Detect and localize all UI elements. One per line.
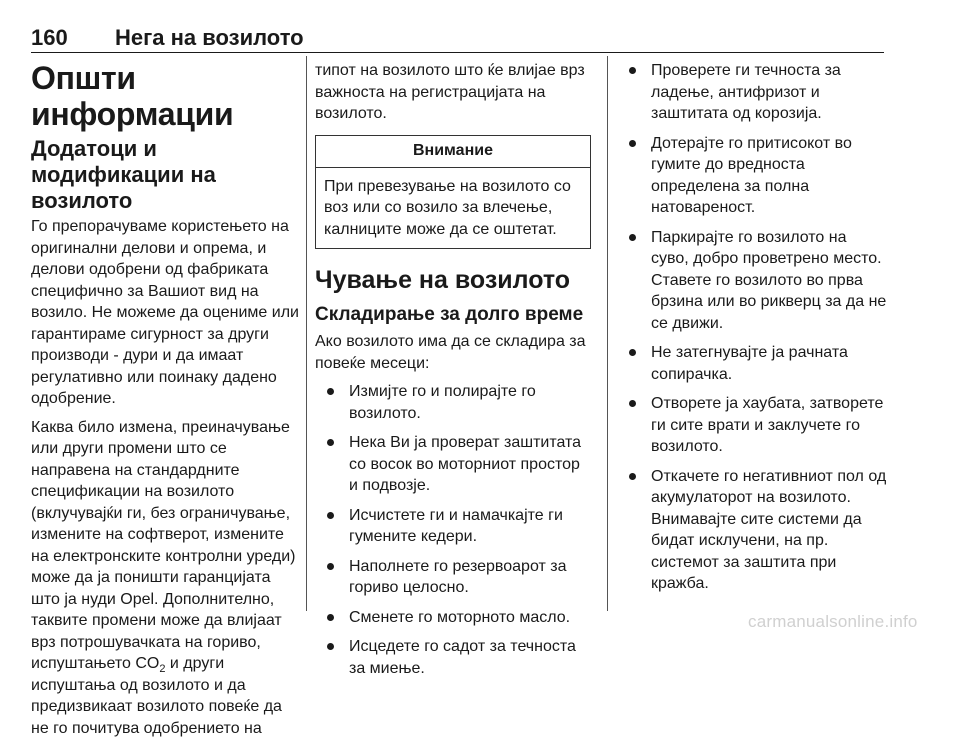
list-item-text: Исчистете ги и намачкајте ги гумените кедери. — [349, 506, 563, 545]
list-item-text: Нека Ви ја проверат заштитата со восок во моторниот простор и подвозје. — [349, 434, 582, 494]
column-2 — [315, 60, 591, 687]
bullet-icon — [327, 643, 334, 650]
list-item — [315, 381, 591, 424]
list-item-text: Откачете го негативниот пол од акумулаторот на возилото. Внимавајте сите системи да бидат исклучени, на пр. системот за заштита при кражба. — [651, 467, 887, 592]
bullet-icon — [327, 439, 334, 446]
list-item — [621, 133, 887, 219]
list-item-text: Наполнете го резервоарот за гориво целосно. — [349, 557, 567, 596]
co2-subscript: 2 — [159, 663, 166, 676]
paragraph-original-parts: Го препорачуваме користењето на оригинални делови и опрема, и делови одобрени од фабриката специфично за Вашиот вид на возило. Не можеме да оцениме или гарантираме сигурност за други производи - дури и да имаат регулативно или поинаку дадено одобрение. — [31, 218, 299, 407]
list-item-text: Дотерајте го притисокот во гумите до вредноста определена за полна натовареност. — [651, 134, 852, 216]
list-item — [315, 607, 591, 629]
list-item-text: Проверете ги течноста за ладење, антифризот и заштитата од корозија. — [651, 62, 841, 122]
section-title-general: Општи информации — [31, 60, 234, 132]
watermark: carmanualsonline.info — [748, 612, 918, 631]
bullet-icon — [327, 614, 334, 621]
bullet-icon — [629, 400, 636, 407]
bullet-icon — [629, 473, 636, 480]
list-item-text: Паркирајте го возилото на суво, добро проветрено место. Ставете го возилото во прва брзина или во рикверц за да не се движи. — [651, 228, 887, 332]
paragraph-continuation: типот на возилото што ќе влијае врз важноста на регистрацијата на возилото. — [315, 62, 585, 122]
storage-list-2 — [621, 60, 887, 595]
column-3 — [621, 60, 887, 603]
bullet-icon — [327, 512, 334, 519]
list-item-text: Сменете го моторното масло. — [349, 608, 571, 626]
bullet-icon — [327, 563, 334, 570]
list-item — [621, 60, 887, 125]
caution-heading: Внимание — [316, 136, 590, 168]
list-item — [315, 432, 591, 497]
storage-intro: Ако возилото има да се складира за повеќе месеци: — [315, 333, 586, 372]
list-item — [315, 556, 591, 599]
paragraph-modifications — [31, 417, 303, 740]
list-item-text: Исцедете го садот за течноста за миење. — [349, 638, 576, 677]
storage-list-1 — [315, 381, 591, 679]
column-divider-2 — [607, 56, 608, 611]
bullet-icon — [629, 67, 636, 74]
column-1 — [31, 60, 303, 746]
page-number: 160 — [31, 25, 68, 50]
list-item-text: Отворете ја хаубата, затворете ги сите врати и заклучете го возилото. — [651, 395, 884, 455]
page-header — [31, 26, 884, 53]
list-item — [621, 342, 887, 385]
list-item-text: Измијте го и полирајте го возилото. — [349, 383, 536, 422]
list-item — [621, 466, 887, 595]
bullet-icon — [629, 140, 636, 147]
caution-body: При превезување на возилото со воз или со возило за влечење, калниците може да се оштетат. — [324, 177, 571, 238]
paragraph-modifications-text1: Каква било измена, преиначување или други промени што се направена на стандардните спецификации на возилото (вклучувајќи ги, без ограничување, измените на софтверот, измените на електронските контролни уреди) може да ја поништи гаранцијата што ја нуди Opel. Дополнително, таквите промени може да влијаат врз потрошувачката на гориво, испуштањето CO — [31, 418, 296, 672]
subsection-title-long-term: Складирање за долго време — [315, 304, 584, 325]
list-item — [621, 393, 887, 458]
column-divider-1 — [306, 56, 307, 611]
list-item — [621, 227, 887, 335]
paragraph-modifications-text2: и други испуштања од возилото и да предизвикаат возилото повеќе да не го почитува одобрението на — [31, 655, 282, 737]
list-item-text: Не затегнувајте ја рачната сопирачка. — [651, 344, 848, 383]
list-item — [315, 505, 591, 548]
section-title-storage: Чување на возилото — [315, 266, 571, 294]
subsection-title-accessories: Додатоци и модификации на возилото — [31, 136, 216, 213]
caution-box — [315, 135, 591, 250]
list-item — [315, 636, 591, 679]
bullet-icon — [327, 388, 334, 395]
bullet-icon — [629, 234, 636, 241]
header-title: Нега на возилото — [115, 25, 304, 50]
bullet-icon — [629, 349, 636, 356]
